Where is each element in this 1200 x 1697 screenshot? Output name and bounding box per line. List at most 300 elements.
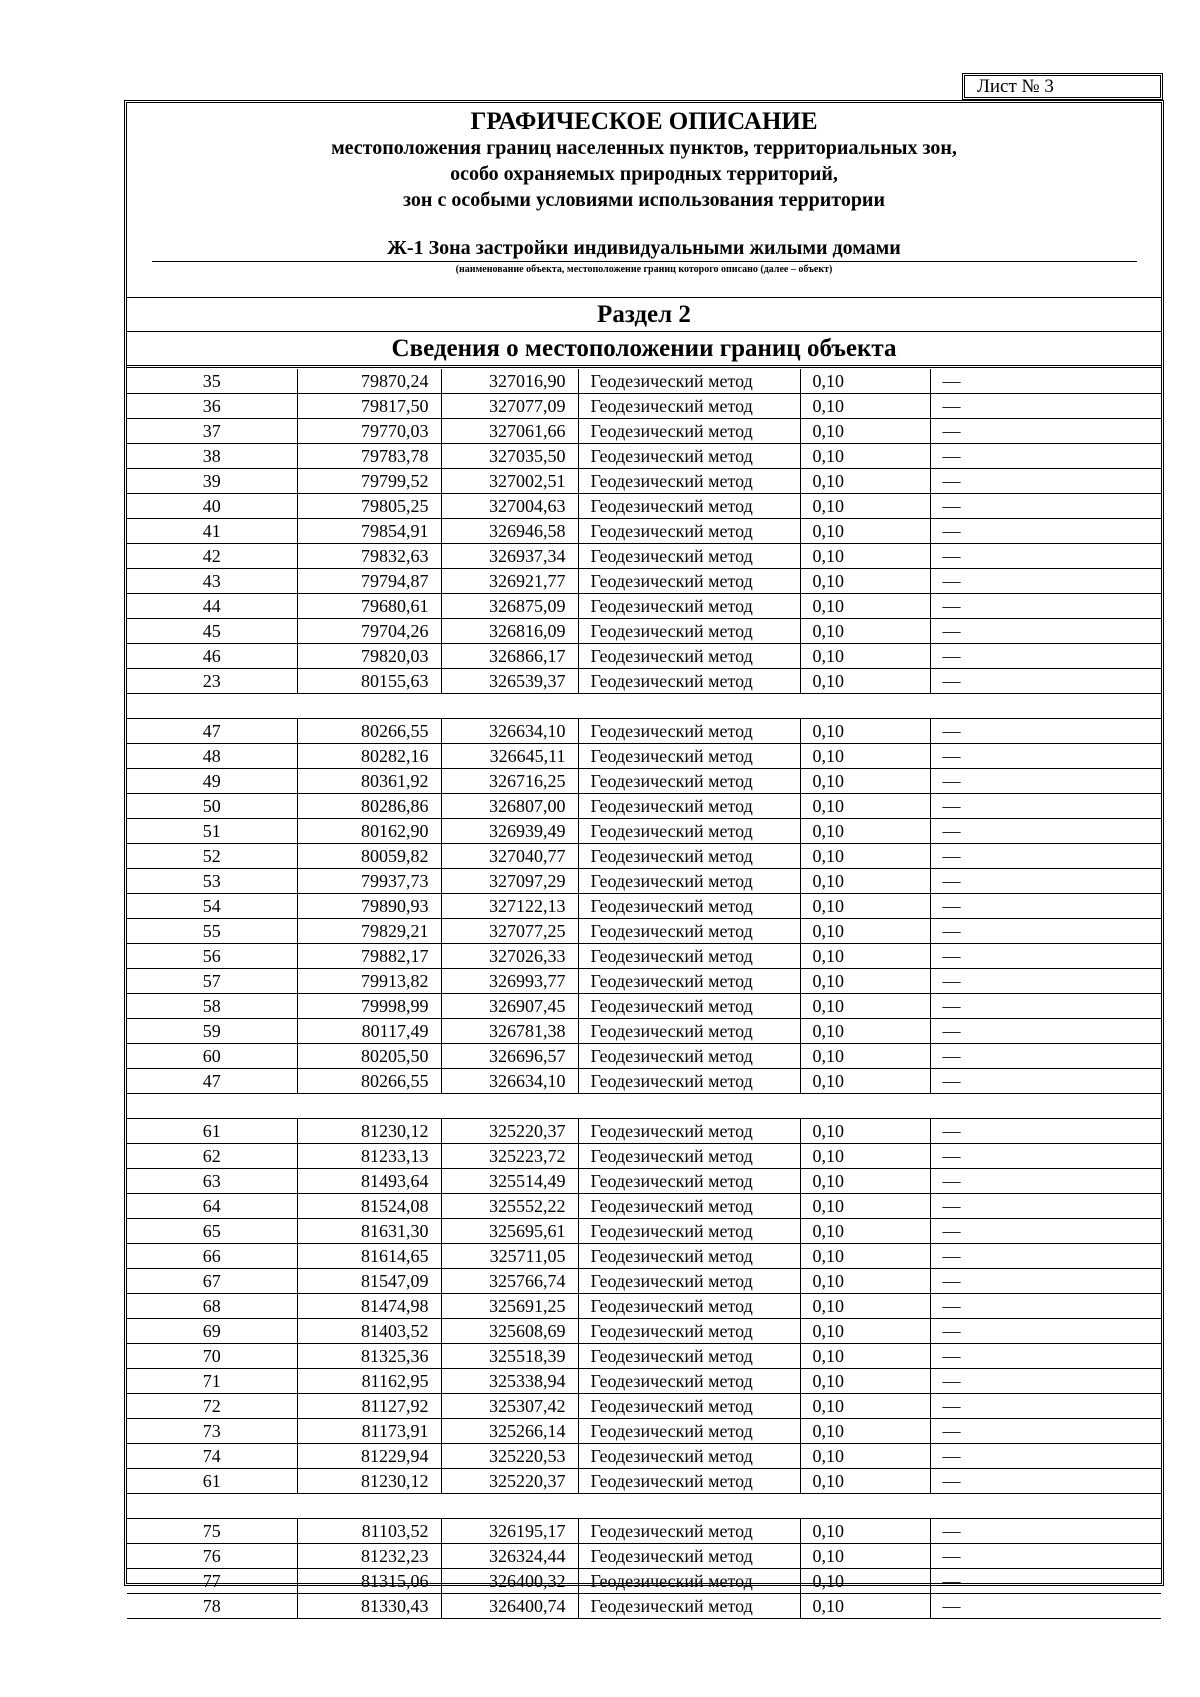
coordinate-y-cell: 327077,25: [441, 919, 578, 944]
point-number-cell: 53: [127, 869, 297, 894]
coordinate-y-cell: 326946,58: [441, 519, 578, 544]
description-cell: —: [930, 1419, 1161, 1444]
coordinates-table: [127, 369, 1161, 1619]
description-cell: —: [930, 569, 1161, 594]
method-cell: Геодезический метод: [578, 1119, 800, 1144]
coordinate-y-cell: 325766,74: [441, 1269, 578, 1294]
method-cell: Геодезический метод: [578, 1319, 800, 1344]
description-cell: —: [930, 1544, 1161, 1569]
point-number-cell: 56: [127, 944, 297, 969]
point-number-cell: 48: [127, 744, 297, 769]
coordinate-x-cell: 81631,30: [297, 1219, 441, 1244]
precision-cell: 0,10: [800, 919, 930, 944]
coordinate-x-cell: 79832,63: [297, 544, 441, 569]
description-cell: —: [930, 394, 1161, 419]
point-number-cell: 52: [127, 844, 297, 869]
coordinate-y-cell: 325691,25: [441, 1294, 578, 1319]
precision-cell: 0,10: [800, 594, 930, 619]
precision-cell: 0,10: [800, 1369, 930, 1394]
coordinate-y-cell: 326875,09: [441, 594, 578, 619]
table-row: [127, 1294, 1161, 1319]
table-row: [127, 1394, 1161, 1419]
description-cell: —: [930, 1594, 1161, 1619]
point-number-cell: 60: [127, 1044, 297, 1069]
coordinate-y-cell: 325220,37: [441, 1469, 578, 1494]
description-cell: —: [930, 969, 1161, 994]
coordinate-x-cell: 79783,78: [297, 444, 441, 469]
point-number-cell: 35: [127, 369, 297, 394]
method-cell: Геодезический метод: [578, 494, 800, 519]
precision-cell: 0,10: [800, 1569, 930, 1594]
coordinate-y-cell: 326634,10: [441, 1069, 578, 1094]
method-cell: Геодезический метод: [578, 1419, 800, 1444]
point-number-cell: 68: [127, 1294, 297, 1319]
description-cell: —: [930, 1244, 1161, 1269]
coordinate-x-cell: 81103,52: [297, 1519, 441, 1544]
object-name-underline: [152, 261, 1137, 262]
coordinate-y-cell: 327077,09: [441, 394, 578, 419]
coordinate-x-cell: 81230,12: [297, 1469, 441, 1494]
method-cell: Геодезический метод: [578, 869, 800, 894]
description-cell: —: [930, 1144, 1161, 1169]
coordinate-y-cell: 325223,72: [441, 1144, 578, 1169]
coordinate-x-cell: 80286,86: [297, 794, 441, 819]
method-cell: Геодезический метод: [578, 1144, 800, 1169]
coordinate-y-cell: 327122,13: [441, 894, 578, 919]
method-cell: Геодезический метод: [578, 894, 800, 919]
coordinate-x-cell: 79998,99: [297, 994, 441, 1019]
coordinate-y-cell: 327004,63: [441, 494, 578, 519]
table-row: [127, 844, 1161, 869]
description-cell: —: [930, 469, 1161, 494]
point-number-cell: 45: [127, 619, 297, 644]
coordinate-x-cell: 80059,82: [297, 844, 441, 869]
description-cell: —: [930, 1519, 1161, 1544]
coordinate-x-cell: 79805,25: [297, 494, 441, 519]
description-cell: —: [930, 894, 1161, 919]
coordinate-x-cell: 80282,16: [297, 744, 441, 769]
coordinate-y-cell: 326400,32: [441, 1569, 578, 1594]
precision-cell: 0,10: [800, 719, 930, 744]
coordinate-y-cell: 326716,25: [441, 769, 578, 794]
table-row: [127, 1044, 1161, 1069]
table-row: [127, 894, 1161, 919]
table-separator-row: [127, 1094, 1161, 1119]
table-row: [127, 1219, 1161, 1244]
document-subtitle-line-3: зон с особыми условиями использования территории: [403, 189, 885, 211]
description-cell: —: [930, 819, 1161, 844]
description-cell: —: [930, 1344, 1161, 1369]
table-row: [127, 669, 1161, 694]
coordinate-y-cell: 325266,14: [441, 1419, 578, 1444]
method-cell: Геодезический метод: [578, 1019, 800, 1044]
coordinate-y-cell: 325338,94: [441, 1369, 578, 1394]
precision-cell: 0,10: [800, 819, 930, 844]
precision-cell: 0,10: [800, 1069, 930, 1094]
table-row: [127, 944, 1161, 969]
point-number-cell: 39: [127, 469, 297, 494]
point-number-cell: 67: [127, 1269, 297, 1294]
object-name-caption: (наименование объекта, местоположение границ которого описано (далее – объект): [455, 264, 833, 275]
coordinate-y-cell: 327040,77: [441, 844, 578, 869]
table-row: [127, 1169, 1161, 1194]
precision-cell: 0,10: [800, 519, 930, 544]
description-cell: —: [930, 719, 1161, 744]
method-cell: Геодезический метод: [578, 444, 800, 469]
coordinate-x-cell: 79882,17: [297, 944, 441, 969]
description-cell: —: [930, 669, 1161, 694]
object-name: Ж-1 Зона застройки индивидуальными жилыми домами: [387, 237, 901, 259]
table-row: [127, 1444, 1161, 1469]
table-row: [127, 394, 1161, 419]
coordinate-x-cell: 81493,64: [297, 1169, 441, 1194]
table-row: [127, 1119, 1161, 1144]
description-cell: —: [930, 369, 1161, 394]
description-cell: —: [930, 519, 1161, 544]
description-cell: —: [930, 1444, 1161, 1469]
method-cell: Геодезический метод: [578, 544, 800, 569]
coordinate-y-cell: 325711,05: [441, 1244, 578, 1269]
point-number-cell: 42: [127, 544, 297, 569]
coordinate-y-cell: 327097,29: [441, 869, 578, 894]
table-row: [127, 1319, 1161, 1344]
point-number-cell: 49: [127, 769, 297, 794]
coordinate-y-cell: 326195,17: [441, 1519, 578, 1544]
precision-cell: 0,10: [800, 444, 930, 469]
method-cell: Геодезический метод: [578, 994, 800, 1019]
coordinate-y-cell: 327002,51: [441, 469, 578, 494]
method-cell: Геодезический метод: [578, 919, 800, 944]
table-row: [127, 769, 1161, 794]
method-cell: Геодезический метод: [578, 794, 800, 819]
table-row: [127, 719, 1161, 744]
coordinate-x-cell: 81162,95: [297, 1369, 441, 1394]
method-cell: Геодезический метод: [578, 1244, 800, 1269]
table-row: [127, 1469, 1161, 1494]
method-cell: Геодезический метод: [578, 1044, 800, 1069]
coordinate-x-cell: 81547,09: [297, 1269, 441, 1294]
table-row: [127, 794, 1161, 819]
point-number-cell: 73: [127, 1419, 297, 1444]
document-title: ГРАФИЧЕСКОЕ ОПИСАНИЕ: [470, 108, 818, 135]
coordinate-x-cell: 79890,93: [297, 894, 441, 919]
method-cell: Геодезический метод: [578, 1069, 800, 1094]
coordinate-y-cell: 325552,22: [441, 1194, 578, 1219]
point-number-cell: 66: [127, 1244, 297, 1269]
precision-cell: 0,10: [800, 644, 930, 669]
description-cell: —: [930, 644, 1161, 669]
coordinate-y-cell: 326866,17: [441, 644, 578, 669]
point-number-cell: 78: [127, 1594, 297, 1619]
document-subtitle-line-1: местоположения границ населенных пунктов, территориальных зон,: [331, 137, 957, 159]
description-cell: —: [930, 994, 1161, 1019]
precision-cell: 0,10: [800, 769, 930, 794]
point-number-cell: 63: [127, 1169, 297, 1194]
description-cell: —: [930, 1269, 1161, 1294]
coordinate-y-cell: 326324,44: [441, 1544, 578, 1569]
coordinate-x-cell: 79913,82: [297, 969, 441, 994]
method-cell: Геодезический метод: [578, 469, 800, 494]
coordinate-x-cell: 81614,65: [297, 1244, 441, 1269]
coordinates-table-body: [127, 369, 1161, 1619]
table-row: [127, 1594, 1161, 1619]
point-number-cell: 76: [127, 1544, 297, 1569]
method-cell: Геодезический метод: [578, 1294, 800, 1319]
separator-cell: [127, 1494, 1161, 1519]
coordinate-y-cell: 326937,34: [441, 544, 578, 569]
method-cell: Геодезический метод: [578, 1394, 800, 1419]
coordinate-y-cell: 326634,10: [441, 719, 578, 744]
description-cell: —: [930, 1219, 1161, 1244]
precision-cell: 0,10: [800, 1269, 930, 1294]
table-row: [127, 494, 1161, 519]
point-number-cell: 58: [127, 994, 297, 1019]
method-cell: Геодезический метод: [578, 394, 800, 419]
description-cell: —: [930, 619, 1161, 644]
precision-cell: 0,10: [800, 544, 930, 569]
point-number-cell: 44: [127, 594, 297, 619]
precision-cell: 0,10: [800, 1394, 930, 1419]
point-number-cell: 70: [127, 1344, 297, 1369]
coordinate-y-cell: 326939,49: [441, 819, 578, 844]
precision-cell: 0,10: [800, 1469, 930, 1494]
description-cell: —: [930, 1369, 1161, 1394]
coordinate-x-cell: 81330,43: [297, 1594, 441, 1619]
separator-cell: [127, 1094, 1161, 1119]
precision-cell: 0,10: [800, 369, 930, 394]
description-cell: —: [930, 494, 1161, 519]
description-cell: —: [930, 844, 1161, 869]
precision-cell: 0,10: [800, 394, 930, 419]
coordinate-x-cell: 80205,50: [297, 1044, 441, 1069]
point-number-cell: 41: [127, 519, 297, 544]
coordinate-y-cell: 327016,90: [441, 369, 578, 394]
precision-cell: 0,10: [800, 844, 930, 869]
coordinate-y-cell: 327035,50: [441, 444, 578, 469]
precision-cell: 0,10: [800, 1219, 930, 1244]
description-cell: —: [930, 769, 1161, 794]
precision-cell: 0,10: [800, 794, 930, 819]
coordinate-x-cell: 79704,26: [297, 619, 441, 644]
coordinate-x-cell: 79794,87: [297, 569, 441, 594]
method-cell: Геодезический метод: [578, 619, 800, 644]
point-number-cell: 61: [127, 1469, 297, 1494]
table-separator-row: [127, 694, 1161, 719]
point-number-cell: 37: [127, 419, 297, 444]
description-cell: —: [930, 869, 1161, 894]
precision-cell: 0,10: [800, 944, 930, 969]
description-cell: —: [930, 919, 1161, 944]
method-cell: Геодезический метод: [578, 519, 800, 544]
description-cell: —: [930, 544, 1161, 569]
table-row: [127, 1419, 1161, 1444]
table-row: [127, 619, 1161, 644]
description-cell: —: [930, 1569, 1161, 1594]
table-row: [127, 1369, 1161, 1394]
section-title: Раздел 2: [127, 297, 1161, 332]
precision-cell: 0,10: [800, 669, 930, 694]
table-row: [127, 1069, 1161, 1094]
coordinate-x-cell: 79820,03: [297, 644, 441, 669]
point-number-cell: 46: [127, 644, 297, 669]
coordinate-x-cell: 80266,55: [297, 719, 441, 744]
method-cell: Геодезический метод: [578, 669, 800, 694]
coordinate-x-cell: 81229,94: [297, 1444, 441, 1469]
precision-cell: 0,10: [800, 744, 930, 769]
precision-cell: 0,10: [800, 1519, 930, 1544]
point-number-cell: 36: [127, 394, 297, 419]
table-row: [127, 1344, 1161, 1369]
precision-cell: 0,10: [800, 1544, 930, 1569]
coordinate-x-cell: 81233,13: [297, 1144, 441, 1169]
coordinate-y-cell: 326907,45: [441, 994, 578, 1019]
method-cell: Геодезический метод: [578, 369, 800, 394]
table-row: [127, 1244, 1161, 1269]
description-cell: —: [930, 444, 1161, 469]
description-cell: —: [930, 794, 1161, 819]
coordinate-y-cell: 327061,66: [441, 419, 578, 444]
description-cell: —: [930, 1169, 1161, 1194]
coordinate-y-cell: 326781,38: [441, 1019, 578, 1044]
point-number-cell: 50: [127, 794, 297, 819]
precision-cell: 0,10: [800, 1594, 930, 1619]
precision-cell: 0,10: [800, 1169, 930, 1194]
table-row: [127, 1269, 1161, 1294]
point-number-cell: 71: [127, 1369, 297, 1394]
coordinate-y-cell: 326921,77: [441, 569, 578, 594]
point-number-cell: 54: [127, 894, 297, 919]
description-cell: —: [930, 1294, 1161, 1319]
coordinate-x-cell: 79870,24: [297, 369, 441, 394]
section-subtitle: Сведения о местоположении границ объекта: [127, 332, 1161, 368]
table-row: [127, 819, 1161, 844]
coordinate-x-cell: 81230,12: [297, 1119, 441, 1144]
coordinate-y-cell: 326993,77: [441, 969, 578, 994]
point-number-cell: 47: [127, 1069, 297, 1094]
method-cell: Геодезический метод: [578, 1544, 800, 1569]
precision-cell: 0,10: [800, 1419, 930, 1444]
point-number-cell: 77: [127, 1569, 297, 1594]
coordinate-x-cell: 79680,61: [297, 594, 441, 619]
coordinate-y-cell: 326696,57: [441, 1044, 578, 1069]
document-frame: [124, 100, 1164, 1616]
table-row: [127, 1019, 1161, 1044]
coordinate-y-cell: 326400,74: [441, 1594, 578, 1619]
method-cell: Геодезический метод: [578, 1519, 800, 1544]
precision-cell: 0,10: [800, 1044, 930, 1069]
point-number-cell: 75: [127, 1519, 297, 1544]
coordinate-y-cell: 327026,33: [441, 944, 578, 969]
table-row: [127, 744, 1161, 769]
coordinate-y-cell: 325514,49: [441, 1169, 578, 1194]
coordinate-y-cell: 326807,00: [441, 794, 578, 819]
method-cell: Геодезический метод: [578, 1569, 800, 1594]
coordinate-x-cell: 80266,55: [297, 1069, 441, 1094]
method-cell: Геодезический метод: [578, 1344, 800, 1369]
method-cell: Геодезический метод: [578, 1369, 800, 1394]
coordinate-y-cell: 325608,69: [441, 1319, 578, 1344]
coordinate-x-cell: 80117,49: [297, 1019, 441, 1044]
coordinate-y-cell: 326816,09: [441, 619, 578, 644]
coordinate-x-cell: 81232,23: [297, 1544, 441, 1569]
point-number-cell: 72: [127, 1394, 297, 1419]
coordinate-x-cell: 79829,21: [297, 919, 441, 944]
point-number-cell: 62: [127, 1144, 297, 1169]
separator-cell: [127, 694, 1161, 719]
description-cell: —: [930, 419, 1161, 444]
coordinate-x-cell: 81524,08: [297, 1194, 441, 1219]
table-row: [127, 419, 1161, 444]
description-cell: —: [930, 594, 1161, 619]
document-subtitle-line-2: особо охраняемых природных территорий,: [450, 163, 838, 185]
coordinate-y-cell: 325695,61: [441, 1219, 578, 1244]
document-header: [127, 103, 1161, 298]
method-cell: Геодезический метод: [578, 644, 800, 669]
table-row: [127, 544, 1161, 569]
point-number-cell: 64: [127, 1194, 297, 1219]
point-number-cell: 51: [127, 819, 297, 844]
description-cell: —: [930, 1069, 1161, 1094]
method-cell: Геодезический метод: [578, 569, 800, 594]
table-row: [127, 1569, 1161, 1594]
point-number-cell: 40: [127, 494, 297, 519]
precision-cell: 0,10: [800, 1344, 930, 1369]
method-cell: Геодезический метод: [578, 844, 800, 869]
coordinate-x-cell: 79770,03: [297, 419, 441, 444]
coordinates-table-wrap: [127, 369, 1161, 1619]
precision-cell: 0,10: [800, 419, 930, 444]
table-row: [127, 1194, 1161, 1219]
description-cell: —: [930, 1194, 1161, 1219]
description-cell: —: [930, 1044, 1161, 1069]
point-number-cell: 23: [127, 669, 297, 694]
method-cell: Геодезический метод: [578, 1169, 800, 1194]
point-number-cell: 47: [127, 719, 297, 744]
point-number-cell: 59: [127, 1019, 297, 1044]
table-row: [127, 994, 1161, 1019]
description-cell: —: [930, 1319, 1161, 1344]
method-cell: Геодезический метод: [578, 769, 800, 794]
table-row: [127, 519, 1161, 544]
sheet-number: Лист № 3: [962, 73, 1163, 100]
table-row: [127, 444, 1161, 469]
point-number-cell: 69: [127, 1319, 297, 1344]
description-cell: —: [930, 744, 1161, 769]
point-number-cell: 61: [127, 1119, 297, 1144]
coordinate-y-cell: 325518,39: [441, 1344, 578, 1369]
coordinate-x-cell: 79854,91: [297, 519, 441, 544]
coordinate-x-cell: 81127,92: [297, 1394, 441, 1419]
method-cell: Геодезический метод: [578, 1469, 800, 1494]
precision-cell: 0,10: [800, 869, 930, 894]
table-row: [127, 1544, 1161, 1569]
coordinate-x-cell: 80361,92: [297, 769, 441, 794]
table-row: [127, 869, 1161, 894]
precision-cell: 0,10: [800, 1319, 930, 1344]
coordinate-y-cell: 326539,37: [441, 669, 578, 694]
table-row: [127, 369, 1161, 394]
coordinate-x-cell: 80162,90: [297, 819, 441, 844]
table-row: [127, 644, 1161, 669]
point-number-cell: 43: [127, 569, 297, 594]
coordinate-x-cell: 79799,52: [297, 469, 441, 494]
point-number-cell: 38: [127, 444, 297, 469]
precision-cell: 0,10: [800, 494, 930, 519]
method-cell: Геодезический метод: [578, 1594, 800, 1619]
precision-cell: 0,10: [800, 969, 930, 994]
description-cell: —: [930, 1394, 1161, 1419]
method-cell: Геодезический метод: [578, 719, 800, 744]
